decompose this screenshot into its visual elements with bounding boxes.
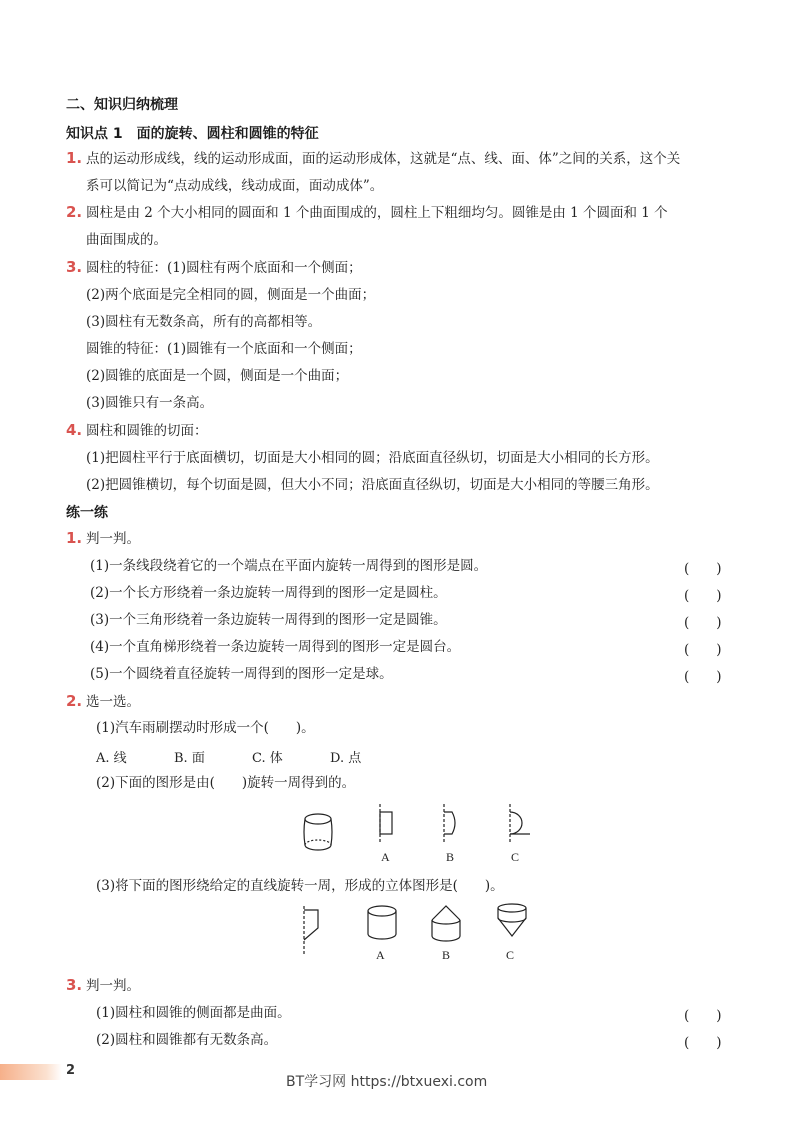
point-2-line-2: 曲面围成的。 [86,232,167,248]
point-3-number: 3. [66,258,83,276]
q3-item-2: (2)圆柱和圆锥都有无数条高。 [96,1032,278,1048]
point-1-number: 1. [66,149,83,167]
shape-b-figure [438,804,468,848]
answer-blank[interactable]: ( ) [684,561,722,577]
page-number-stripe [0,1064,62,1080]
point-3-line-5: (2)圆锥的底面是一个圆，侧面是一个曲面； [86,368,349,384]
q2-title: 选一选。 [86,694,140,710]
q1-item-3: (3)一个三角形绕着一条边旋转一周得到的图形一定是圆锥。 [90,612,447,628]
answer-blank[interactable]: ( ) [684,1008,722,1024]
page-number: 2 [66,1063,76,1078]
option-b-solid-figure [428,902,464,946]
point-3-line-3: (3)圆柱有无数条高，所有的高都相等。 [86,314,322,330]
point-4-line-2: (1)把圆柱平行于底面横切，切面是大小相同的圆；沿底面直径纵切，切面是大小相同的长方形。 [86,450,659,466]
q1-item-5: (5)一个圆绕着直径旋转一周得到的图形一定是球。 [90,666,393,682]
point-3-line-6: (3)圆锥只有一条高。 [86,395,214,411]
label-a: A [381,850,390,864]
option-d[interactable]: D. 点 [330,751,362,766]
practice-title: 练一练 [66,505,108,521]
shape-c-figure [504,804,534,848]
footer-watermark: BT学习网 https://btxuexi.com [286,1074,488,1090]
q1-title: 判一判。 [86,531,140,547]
answer-blank[interactable]: ( ) [684,642,722,658]
q3-title: 判一判。 [86,978,140,994]
answer-blank[interactable]: ( ) [684,615,722,631]
section-title: 二、知识归纳梳理 [66,97,178,113]
point-3-line-4: 圆锥的特征：(1)圆锥有一个底面和一个侧面； [86,341,362,357]
q1-item-1: (1)一条线段绕着它的一个端点在平面内旋转一周得到的图形是圆。 [90,558,488,574]
answer-blank[interactable]: ( ) [684,588,722,604]
q1-item-4: (4)一个直角梯形绕着一条边旋转一周得到的图形一定是圆台。 [90,639,461,655]
label-a: A [376,948,385,962]
q2-sub-1: (1)汽车雨刷摆动时形成一个( )。 [96,720,315,736]
q3-item-1: (1)圆柱和圆锥的侧面都是曲面。 [96,1005,291,1021]
q2-number: 2. [66,692,83,710]
shape-a-figure [374,804,404,848]
option-a[interactable]: A. 线 [96,751,127,766]
option-b[interactable]: B. 面 [174,751,205,766]
point-4-number: 4. [66,421,83,439]
q1-item-2: (2)一个长方形绕着一条边旋转一周得到的图形一定是圆柱。 [90,585,447,601]
label-c: C [511,850,520,864]
option-a-solid-figure [364,904,400,944]
rotation-shape-figure [296,906,326,956]
q3-number: 3. [66,976,83,994]
point-4-line-1: 圆柱和圆锥的切面： [86,423,208,439]
label-b: B [446,850,455,864]
answer-blank[interactable]: ( ) [684,1035,722,1051]
knowledge-point-title: 知识点 1 面的旋转、圆柱和圆锥的特征 [66,126,319,142]
label-c: C [506,948,515,962]
q2-sub-2: (2)下面的图形是由( )旋转一周得到的。 [96,775,356,791]
cylinder-figure [300,810,340,856]
point-2-line-1: 圆柱是由 2 个大小相同的圆面和 1 个曲面围成的，圆柱上下粗细均匀。圆锥是由 1 个圆面和 1 个 [86,205,668,221]
q2-sub-3: (3)将下面的图形绕给定的直线旋转一周，形成的立体图形是( )。 [96,878,504,894]
answer-blank[interactable]: ( ) [684,669,722,685]
point-1-line-1: 点的运动形成线，线的运动形成面，面的运动形成体，这就是“点、线、面、体”之间的关系，这个关 [86,151,681,167]
point-3-line-2: (2)两个底面是完全相同的圆，侧面是一个曲面； [86,287,376,303]
option-c-solid-figure [494,902,530,946]
point-4-line-3: (2)把圆锥横切，每个切面是圆，但大小不同；沿底面直径纵切，切面是大小相同的等腰三角形。 [86,477,659,493]
point-3-line-1: 圆柱的特征：(1)圆柱有两个底面和一个侧面； [86,260,362,276]
point-2-number: 2. [66,203,83,221]
label-b: B [442,948,451,962]
q1-number: 1. [66,529,83,547]
option-c[interactable]: C. 体 [252,751,283,766]
point-1-line-2: 系可以简记为“点动成线，线动成面，面动成体”。 [86,178,384,194]
